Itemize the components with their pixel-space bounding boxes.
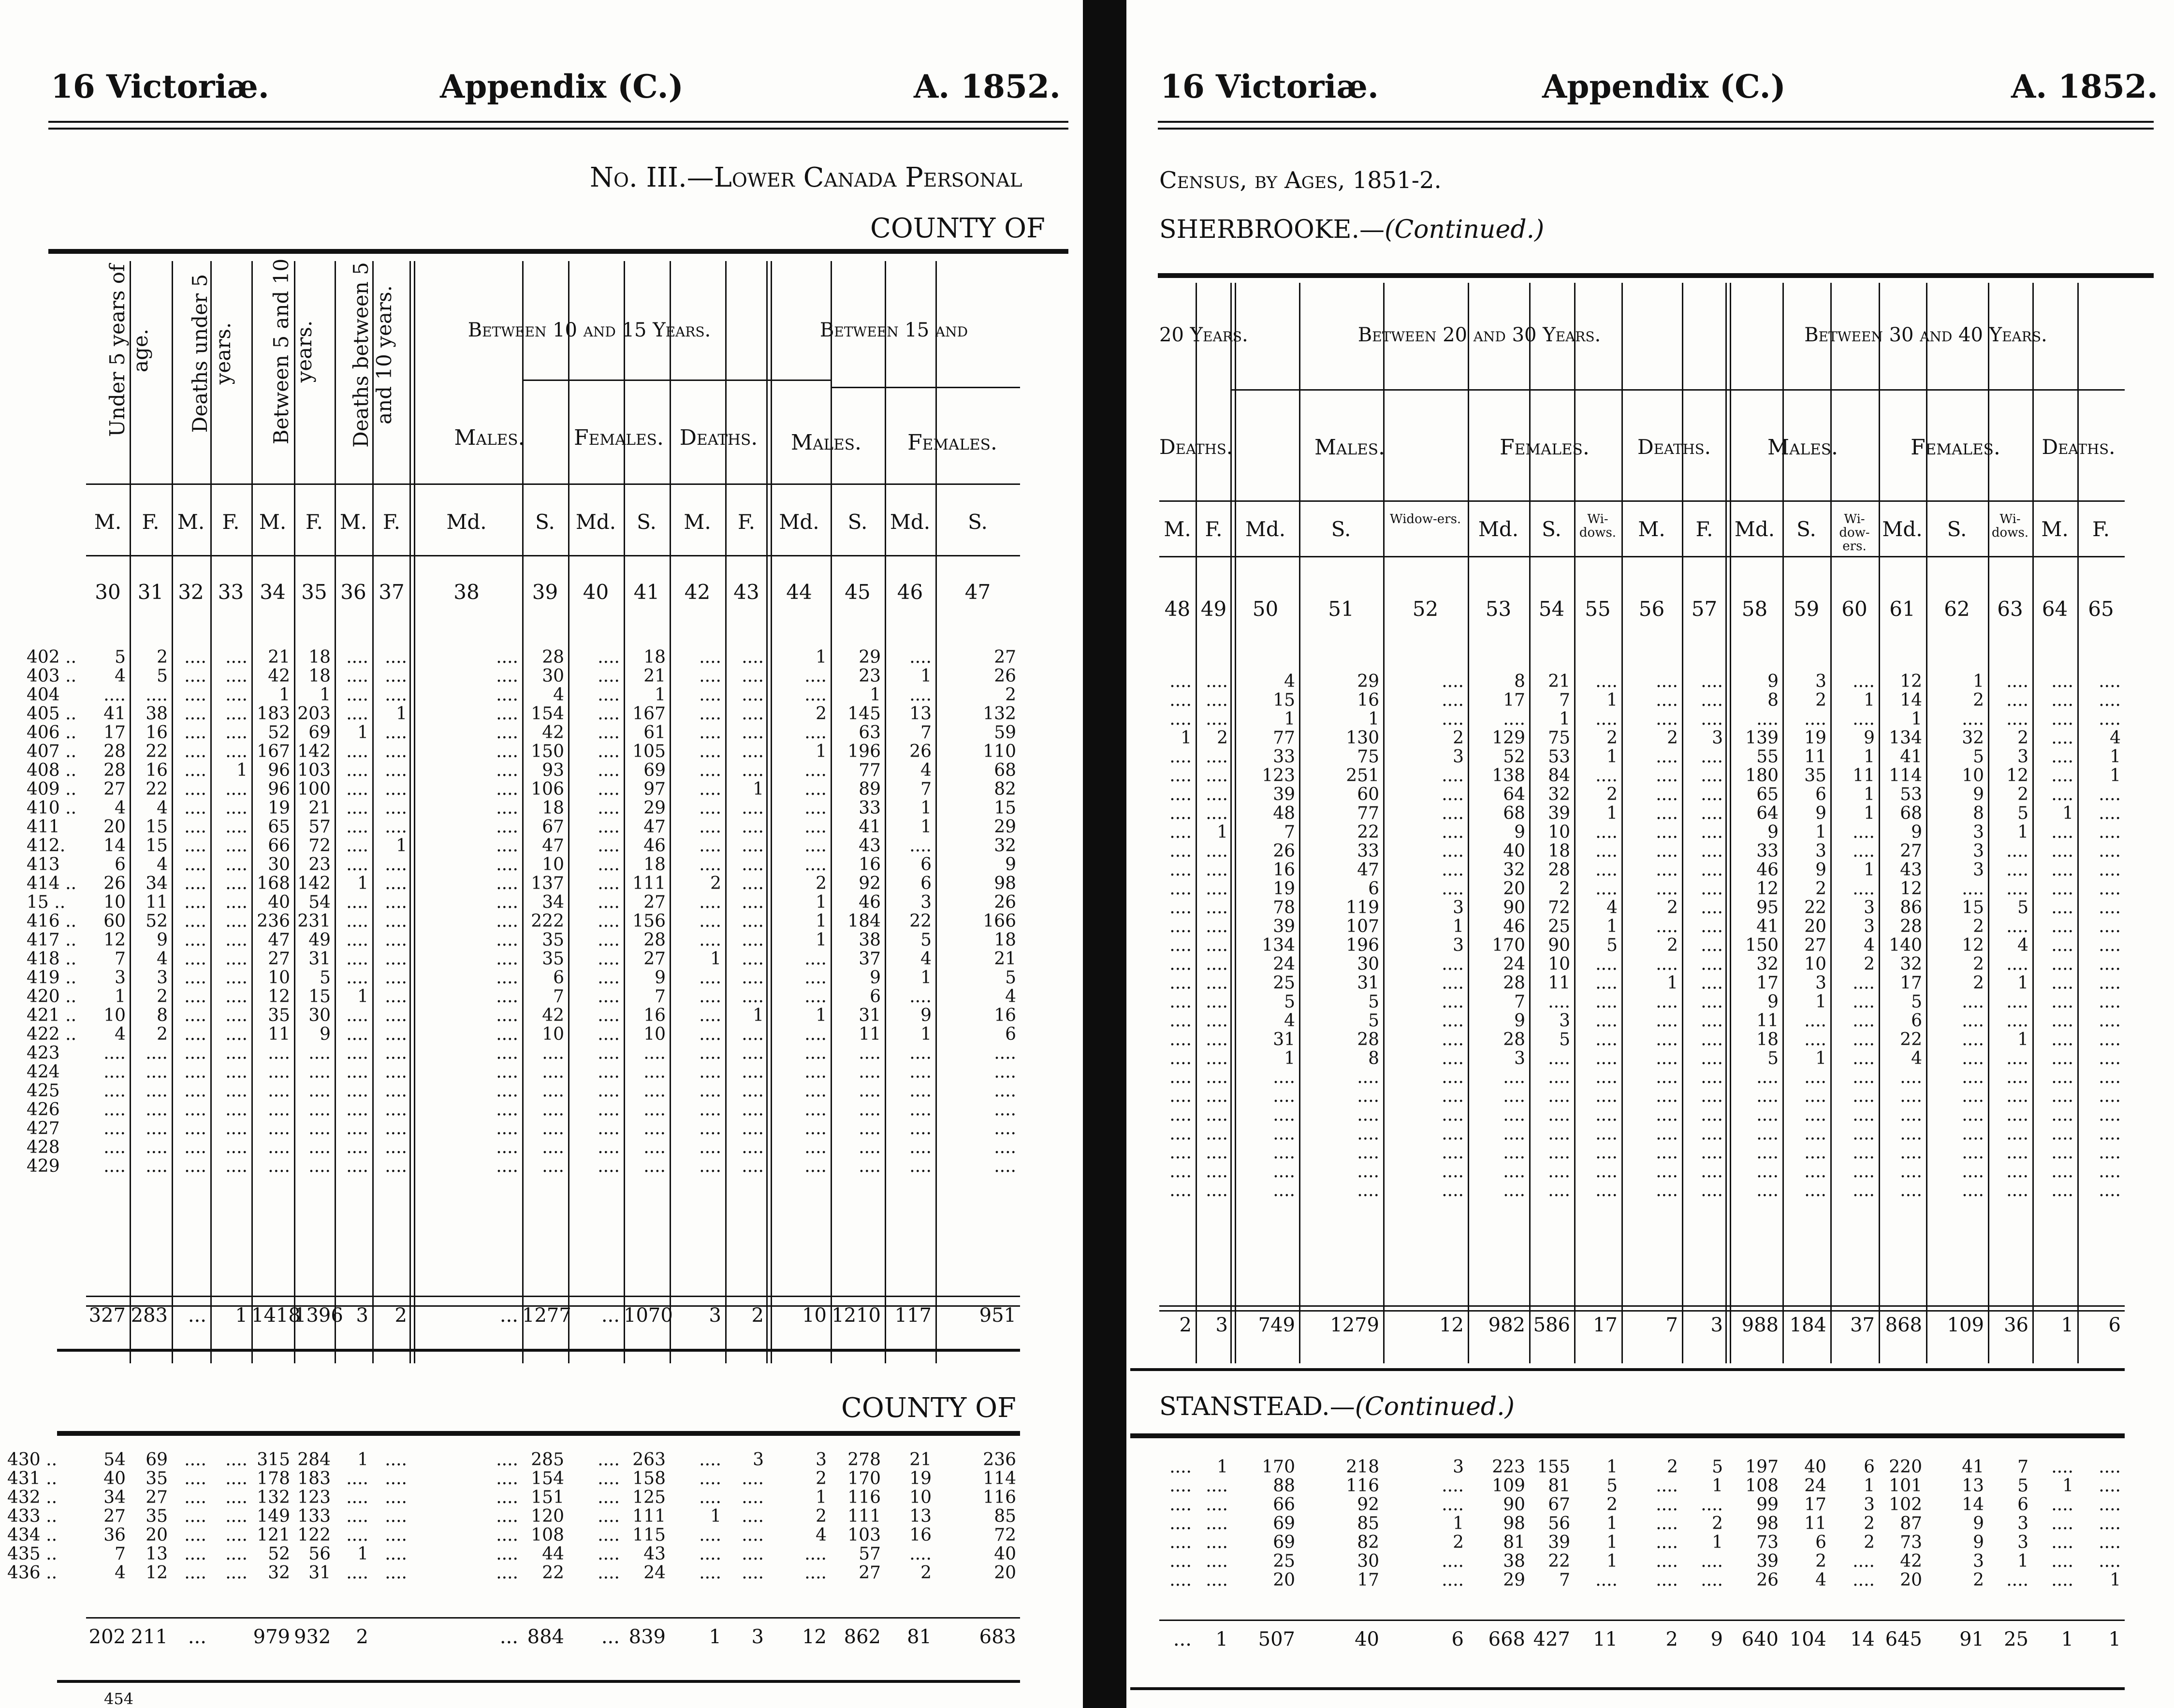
under5-header — [86, 261, 172, 479]
column-number: 47 — [964, 580, 991, 604]
section-end-rule — [57, 1680, 1020, 1683]
total-cell: 25 — [2004, 1628, 2028, 1650]
sherbrooke-name: SHERBROOKE.— — [1159, 215, 1385, 244]
total-cell: 10 — [802, 1304, 827, 1327]
column-number: 34 — [260, 580, 286, 604]
males-subheader-r2: Males. — [1767, 435, 1838, 460]
county-of-label-2: COUNTY OF — [841, 1392, 1016, 1424]
data-column: .... .... .... 3 .... .... .... .... .... .... .... .... .... .... .... .... .... .... .... .... .... .... .... .... .... .... .... .... — [1701, 672, 1723, 1200]
data-column: 1 2 .... 32 5 10 9 8 3 3 3 .... 15 2 12 2 2 .... .... .... .... .... .... .... .... .... .... .... — [1962, 672, 1984, 1200]
data-column: 41 13 14 9 9 3 2 — [1962, 1457, 1984, 1590]
total-cell: 1418 — [251, 1304, 301, 1327]
data-column: 285 154 151 120 108 44 22 — [531, 1450, 564, 1583]
column-label: Md. — [1882, 517, 1923, 541]
column-label: F. — [1205, 517, 1223, 541]
header-rule-line — [86, 555, 1020, 556]
females-subheader: Females. — [574, 425, 664, 450]
data-column: 3 .... .... .... .... .... .... — [742, 1450, 764, 1583]
data-column: 21 7 1 75 53 84 32 39 10 18 28 2 72 25 90 10 11 .... 3 5 .... .... .... .... .... .... .... .... — [1548, 672, 1570, 1200]
column-number: 53 — [1485, 597, 1512, 621]
data-column: .... .... .... .... .... .... 1 — [2099, 1457, 2121, 1590]
data-column: 197 108 99 98 73 39 26 — [1745, 1457, 1779, 1590]
data-column: 21 42 1 183 52 167 96 96 19 65 66 30 168 40 236 47 27 10 12 35 11 .... .... .... .... .... .... .... — [257, 647, 290, 1176]
data-column: .... .... .... .... .... .... .... — [496, 1450, 518, 1583]
total-cell: 17 — [1593, 1314, 1618, 1336]
males-subheader-b: Males. — [791, 430, 861, 455]
total-cell: 211 — [131, 1626, 168, 1648]
data-column: .... .... .... 2 3 .... .... .... .... .... .... .... 3 1 3 .... .... .... .... .... .... .... .... .... .... .... .... .... — [1442, 672, 1464, 1200]
column-label: M. — [1164, 517, 1191, 541]
header-left-year: A. 1852. — [914, 68, 1061, 105]
header-rule-line — [86, 483, 1020, 485]
between5-10-header — [251, 258, 335, 479]
column-label: S. — [847, 510, 868, 534]
data-column: .... .... .... 2 .... .... .... .... .... .... .... .... 2 .... 2 .... 1 .... .... .... .... .... .... .... .... .... .... .... — [1656, 672, 1678, 1200]
total-cell: 109 — [1947, 1314, 1984, 1336]
deaths5-10-header — [335, 261, 411, 479]
total-cell: 3 — [751, 1626, 764, 1648]
column-number: 39 — [532, 580, 558, 604]
total-cell: ... — [188, 1626, 206, 1648]
females-subheader-r2: Females. — [1911, 435, 2000, 460]
column-number: 43 — [733, 580, 759, 604]
females-subheader-b: Females. — [907, 430, 997, 455]
data-column: 170 88 66 69 69 25 20 — [1262, 1457, 1295, 1590]
data-column: .... 1 .... 13 7 26 4 7 1 1 .... 6 6 3 22 5 4 1 .... 9 1 .... .... .... .... .... .... .... — [909, 647, 932, 1176]
total-cell: 868 — [1885, 1314, 1922, 1336]
data-column: .... .... .... .... .... .... .... 1 .... .... .... .... .... .... .... .... .... .... .... .... .... .... .... .... .... .... .... .... — [2051, 672, 2073, 1200]
deaths-subheader-r3: Deaths. — [2042, 435, 2116, 459]
deaths-subheader-r1: Deaths. — [1159, 435, 1233, 459]
total-cell: 37 — [1850, 1314, 1875, 1336]
data-column: .... .... .... .... .... .... .... — [1169, 1457, 1192, 1590]
data-column: 2 5 .... 38 16 22 16 22 4 15 15 4 34 11 52 9 4 3 2 8 2 .... .... .... .... .... .... .... — [146, 647, 168, 1176]
data-column: 4 15 1 77 33 123 39 48 7 26 16 19 78 39 134 24 25 5 4 31 1 .... .... .... .... .... .... .... — [1262, 672, 1295, 1200]
column-number: 35 — [301, 580, 327, 604]
total-cell: 184 — [1789, 1314, 1826, 1336]
county-of-label: COUNTY OF — [870, 213, 1045, 244]
data-column: .... .... .... .... .... .... .... — [385, 1450, 407, 1583]
data-column: .... .... .... .... .... .... .... .... .... .... .... .... .... .... .... .... .... .... .... .... .... .... .... .... .... .... .... .... — [496, 647, 518, 1176]
header-rule-right — [1158, 121, 2154, 130]
data-column: .... .... .... 4 1 1 .... .... .... .... .... .... .... .... .... .... .... .... .... .... .... .... .... .... .... .... .... .... — [2099, 672, 2121, 1200]
header-right-year: A. 1852. — [2011, 68, 2158, 105]
total-cell: 884 — [527, 1626, 564, 1648]
total-cell: 1 — [2061, 1314, 2073, 1336]
column-label: S. — [535, 510, 555, 534]
column-number: 58 — [1741, 597, 1768, 621]
between30-40-header: Between 30 and 40 Years. — [1804, 324, 2047, 346]
row-numbers-stanstead_rows: 430 .. 431 .. 432 .. 433 .. 434 .. 435 .. 436 .. — [7, 1450, 58, 1583]
column-label: M. — [684, 510, 711, 534]
data-column: 21 19 10 13 16 .... 2 — [909, 1450, 932, 1583]
binding-gutter — [1083, 0, 1126, 1708]
data-column: 12 14 1 134 41 114 53 68 9 27 43 12 86 28 140 32 17 5 6 22 4 .... .... .... .... .... .... .... — [1889, 672, 1922, 1200]
header-left-appendix: Appendix (C.) — [440, 68, 684, 105]
header-rule-line — [1159, 500, 2125, 502]
total-cell: ... — [601, 1626, 620, 1648]
total-cell: 839 — [628, 1626, 666, 1648]
total-cell: 11 — [1593, 1628, 1618, 1650]
header-right-appendix: Appendix (C.) — [1542, 68, 1786, 105]
total-rule — [86, 1296, 1020, 1297]
table-top-rule-right — [1158, 273, 2154, 278]
total-cell: 2 — [751, 1304, 764, 1327]
column-label: M. — [339, 510, 367, 534]
total-cell: 9 — [1710, 1628, 1723, 1650]
header-right-session-text: 16 Victoriæ. — [1160, 68, 1379, 105]
data-column: .... 1 .... .... .... .... .... — [2051, 1457, 2073, 1590]
total-rule — [1159, 1620, 2125, 1621]
data-column: 9 8 .... 139 55 180 65 64 9 33 46 12 95 41 150 32 17 9 11 18 5 .... .... .... .... .... .... .... — [1745, 672, 1779, 1200]
total-cell: 1277 — [522, 1304, 571, 1327]
total-cell: 12 — [802, 1626, 827, 1648]
header-rule — [48, 121, 1068, 130]
males-subheader-r1: Males. — [1314, 435, 1385, 460]
column-label: Md. — [890, 510, 931, 534]
stanstead-heading — [1159, 1392, 1515, 1421]
section-end-rule — [1130, 1368, 2125, 1371]
column-number: 59 — [1793, 597, 1820, 621]
data-column: .... .... .... 2 .... .... .... .... 1 .... .... .... .... .... .... .... .... .... .... .... .... .... .... .... .... .... .... .... — [1206, 672, 1228, 1200]
total-cell: ... — [188, 1304, 206, 1327]
data-column: 1 .... .... .... .... 1 .... — [346, 1450, 368, 1583]
total-cell: 668 — [1488, 1628, 1525, 1650]
data-column: 54 40 34 27 36 7 4 — [103, 1450, 126, 1583]
column-number: 62 — [1944, 597, 1970, 621]
between5-10-header-text: Between 5 and 10 years. — [269, 258, 316, 445]
total-cell: 3 — [709, 1304, 721, 1327]
column-number: 46 — [897, 580, 923, 604]
column-label: M. — [94, 510, 122, 534]
data-column: .... 1 .... 2 1 .... 2 1 .... .... .... .... 4 1 5 .... .... .... .... .... .... .... .... .... .... .... .... .... — [1595, 672, 1618, 1200]
data-column: 1 .... .... .... .... .... .... — [1206, 1457, 1228, 1590]
column-label: Wi-dows. — [1991, 512, 2029, 540]
column-number: 31 — [137, 580, 164, 604]
column-label: S. — [1947, 517, 1967, 541]
column-number: 45 — [845, 580, 871, 604]
column-number: 63 — [1997, 597, 2023, 621]
total-cell: 14 — [1850, 1628, 1875, 1650]
data-column: 315 178 132 149 121 52 32 — [257, 1450, 290, 1583]
data-column: 3 .... .... 1 2 .... .... — [1442, 1457, 1464, 1590]
total-cell: 81 — [907, 1626, 932, 1648]
column-number: 61 — [1889, 597, 1915, 621]
total-cell: ... — [499, 1304, 518, 1327]
under5-header-text: Under 5 years of age. — [105, 263, 152, 437]
column-label: Md. — [1245, 517, 1286, 541]
data-column: 7 5 6 3 3 1 .... — [2006, 1457, 2028, 1590]
data-column: 69 35 27 35 20 13 12 — [146, 1450, 168, 1583]
column-number: 52 — [1412, 597, 1439, 621]
total-rule — [1159, 1305, 2125, 1307]
column-label: M. — [259, 510, 287, 534]
total-cell: 327 — [88, 1304, 126, 1327]
column-number: 36 — [340, 580, 366, 604]
deaths-subheader: Deaths. — [679, 425, 758, 450]
total-cell: 1 — [709, 1626, 721, 1648]
total-cell: 988 — [1741, 1314, 1779, 1336]
column-label: S. — [1542, 517, 1561, 541]
column-number: 49 — [1200, 597, 1227, 621]
column-number: 40 — [583, 580, 609, 604]
data-column: 155 81 67 56 39 22 7 — [1537, 1457, 1570, 1590]
total-cell: 2 — [394, 1304, 407, 1327]
data-column: .... .... .... .... .... .... .... — [598, 1450, 620, 1583]
column-number: 56 — [1638, 597, 1665, 621]
table-title-right: Census, by Ages, 1851-2. — [1159, 167, 1442, 194]
column-label: Md. — [1478, 517, 1519, 541]
data-column: .... .... .... 1 .... .... .... — [699, 1450, 721, 1583]
data-column: 5 1 .... 2 1 .... .... — [1701, 1457, 1723, 1590]
column-number: 37 — [379, 580, 405, 604]
right-page — [1126, 0, 2174, 1708]
column-number: 55 — [1585, 597, 1611, 621]
total-cell: 2 — [356, 1626, 368, 1648]
column-label: Wi-dow-ers. — [1839, 512, 1870, 554]
data-column: 1 .... .... 2 .... 1 .... .... .... .... .... .... 2 1 1 1 .... .... .... 1 .... .... .... .... .... .... .... .... — [804, 647, 827, 1176]
column-label: F. — [738, 510, 755, 534]
total-cell: 3 — [1215, 1314, 1228, 1336]
row-numbers-sherbrooke_rows: 402 .. 403 .. 404 405 .. 406 .. 407 .. 408 .. 409 .. 410 .. 411 412. 413 414 .. 15 .. 416 .. 417 .. 418 .. 419 .. 420 .. 421 .. 422 .. 423 424 425 426 427 428 429 — [27, 647, 77, 1176]
total-cell: 91 — [1959, 1628, 1984, 1650]
total-cell: 862 — [844, 1626, 881, 1648]
sherbrooke-continued: (Continued.) — [1385, 215, 1545, 244]
header-rule-line — [1159, 556, 2125, 557]
data-column: 3 2 1 2 4 .... .... — [804, 1450, 827, 1583]
total-cell: 1 — [1215, 1628, 1228, 1650]
data-column: 220 101 102 87 73 42 20 — [1889, 1457, 1922, 1590]
column-label: F. — [1695, 517, 1713, 541]
column-label: S. — [968, 510, 988, 534]
data-column: .... .... .... 2 3 12 2 5 1 .... .... .... 5 .... 4 .... 1 .... .... 1 .... .... .... .... .... .... .... .... — [2006, 672, 2028, 1200]
total-cell: 1210 — [832, 1304, 881, 1327]
header-rule-line — [1232, 389, 2125, 391]
data-column: .... .... .... .... .... .... .... .... .... .... .... .... .... .... .... .... .... .... .... .... .... .... .... .... .... .... .... .... — [598, 647, 620, 1176]
stanstead-continued: (Continued.) — [1355, 1392, 1515, 1421]
data-column: 223 109 90 98 81 38 29 — [1492, 1457, 1525, 1590]
total-cell: 283 — [131, 1304, 168, 1327]
header-rule-line — [831, 387, 1020, 388]
column-number: 38 — [453, 580, 480, 604]
total-cell: 36 — [2004, 1314, 2028, 1336]
column-label: Widow-ers. — [1389, 512, 1461, 526]
data-column: .... .... .... .... .... .... .... — [184, 1450, 206, 1583]
total-cell: ... — [601, 1304, 620, 1327]
column-label: F. — [383, 510, 400, 534]
data-column: 5 4 .... 41 17 28 28 27 4 20 14 6 26 10 60 12 7 3 1 10 4 .... .... .... .... .... .... .... — [103, 647, 126, 1176]
total-cell: 1 — [2061, 1628, 2073, 1650]
column-number: 41 — [633, 580, 660, 604]
total-cell: 749 — [1258, 1314, 1295, 1336]
deaths5-10-header-text: Deaths between 5 and 10 years. — [349, 262, 396, 448]
header-left-session: 16 Victoriæ. — [51, 68, 269, 105]
data-column: .... .... .... .... .... .... 1 .... .... .... .... .... .... .... .... .... .... .... .... .... .... .... .... .... .... .... .... .... — [225, 647, 248, 1176]
total-cell: 982 — [1488, 1314, 1525, 1336]
data-column: 2 .... .... .... .... .... .... — [1656, 1457, 1678, 1590]
data-column: .... .... .... .... .... .... .... 1 .... .... .... .... .... .... .... .... .... .... .... 1 .... .... .... .... .... .... .... .... — [742, 647, 764, 1176]
column-number: 65 — [2088, 597, 2114, 621]
total-rule — [86, 1617, 1020, 1619]
column-number: 44 — [786, 580, 812, 604]
data-column: 28 30 4 154 42 150 93 106 18 67 47 10 137 34 222 35 35 6 7 42 10 .... .... .... .... .... .... .... — [531, 647, 564, 1176]
total-cell: 683 — [979, 1626, 1016, 1648]
data-column: 29 23 1 145 63 196 77 89 33 41 43 16 92 46 184 38 37 9 6 31 11 .... .... .... .... .... .... .... — [847, 647, 881, 1176]
total-cell: 7 — [1665, 1314, 1678, 1336]
total-cell: 117 — [894, 1304, 932, 1327]
females-subheader-r1: Females. — [1500, 435, 1590, 460]
total-cell: 640 — [1741, 1628, 1779, 1650]
column-number: 57 — [1691, 597, 1718, 621]
males-subheader: Males. — [454, 425, 525, 450]
column-label: S. — [1331, 517, 1351, 541]
data-column: 40 24 17 11 6 2 4 — [1804, 1457, 1826, 1590]
total-cell: 1279 — [1330, 1314, 1379, 1336]
column-number: 42 — [684, 580, 711, 604]
deaths-under5-header-text: Deaths under 5 years. — [188, 274, 235, 433]
column-number: 64 — [2042, 597, 2068, 621]
column-number: 51 — [1328, 597, 1354, 621]
total-cell: 104 — [1789, 1628, 1826, 1650]
data-column: .... .... .... .... .... .... .... .... .... .... .... .... 2 .... .... .... 1 .... .... .... .... .... .... .... .... .... .... .... — [699, 647, 721, 1176]
data-column: 27 26 2 132 59 110 68 82 15 29 32 9 98 26 166 18 21 5 4 16 6 .... .... .... .... .... .... .... — [983, 647, 1016, 1176]
column-label: M. — [2041, 517, 2069, 541]
column-label: F. — [222, 510, 240, 534]
data-column: 236 114 116 85 72 40 20 — [983, 1450, 1016, 1583]
header-rule-line — [1159, 1310, 2125, 1312]
total-cell: 427 — [1533, 1628, 1570, 1650]
data-column: 284 183 123 133 122 56 31 — [297, 1450, 331, 1583]
stanstead-name: STANSTEAD.— — [1159, 1392, 1355, 1421]
data-column: 29 16 1 130 75 251 60 77 22 33 47 6 119 107 196 30 31 5 5 28 8 .... .... .... .... .... .... .... — [1346, 672, 1379, 1200]
data-column: 6 1 3 2 2 .... .... — [1853, 1457, 1875, 1590]
column-label: S. — [637, 510, 657, 534]
column-number: 32 — [178, 580, 204, 604]
data-column: .... .... .... .... .... .... .... — [225, 1450, 248, 1583]
twenty-years-header: 20 Years. — [1159, 324, 1248, 346]
page-number: 454 — [104, 1690, 134, 1708]
column-label: Md. — [1734, 517, 1775, 541]
column-number: 54 — [1538, 597, 1565, 621]
total-cell: 6 — [1451, 1628, 1464, 1650]
total-cell: 1396 — [294, 1304, 343, 1327]
section-top-rule — [57, 1431, 1020, 1436]
sherbrooke-heading — [1159, 215, 1544, 244]
section-end-rule — [1130, 1687, 2125, 1690]
left-page — [0, 0, 1083, 1708]
between20-30-header: Between 20 and 30 Years. — [1357, 324, 1601, 346]
data-column: 18 21 1 167 61 105 69 97 29 47 46 18 111 27 156 28 27 9 7 16 10 .... .... .... .... .... .... .... — [632, 647, 666, 1176]
total-cell: 645 — [1885, 1628, 1922, 1650]
column-label: F. — [142, 510, 160, 534]
header-rule-line — [522, 380, 831, 381]
table-title-left: No. III.—Lower Canada Personal — [590, 162, 1022, 193]
between10-15-header: Between 10 and 15 Years. — [467, 319, 711, 341]
total-cell: 932 — [294, 1626, 331, 1648]
column-label: S. — [1796, 517, 1816, 541]
data-column: .... .... .... .... 1 .... .... .... .... .... .... .... 1 .... .... .... .... .... 1 .... .... .... .... .... .... .... .... .... — [346, 647, 368, 1176]
data-column: 1 5 2 1 1 1 .... — [1595, 1457, 1618, 1590]
total-cell: 40 — [1355, 1628, 1379, 1650]
column-label: Md. — [575, 510, 616, 534]
data-column: 218 116 92 85 82 30 17 — [1346, 1457, 1379, 1590]
column-label: M. — [177, 510, 205, 534]
total-cell: 2 — [1179, 1314, 1192, 1336]
column-number: 33 — [218, 580, 244, 604]
column-label: F. — [2092, 517, 2110, 541]
data-column: .... .... .... .... .... .... .... .... .... .... .... .... .... .... .... .... .... .... .... .... .... .... .... .... .... .... .... .... — [184, 647, 206, 1176]
column-number: 48 — [1164, 597, 1191, 621]
total-cell: 1070 — [624, 1304, 673, 1327]
data-column: .... .... .... 1 .... .... .... .... .... .... .... .... .... .... .... .... .... .... .... .... .... .... .... .... .... .... .... .... — [1169, 672, 1192, 1200]
column-number: 60 — [1841, 597, 1868, 621]
data-column: 278 170 116 111 103 57 27 — [847, 1450, 881, 1583]
total-cell: 1 — [235, 1304, 248, 1327]
column-label: Md. — [779, 510, 819, 534]
data-column: 263 158 125 111 115 43 24 — [632, 1450, 666, 1583]
total-cell: 202 — [88, 1626, 126, 1648]
total-cell: 507 — [1258, 1628, 1295, 1650]
total-cell: 1 — [2108, 1628, 2121, 1650]
data-column: .... 1 .... 9 1 11 1 1 .... .... 1 .... 3 3 4 2 .... .... .... .... .... .... .... .... .... .... .... .... — [1853, 672, 1875, 1200]
column-number: 30 — [95, 580, 121, 604]
deaths-under5-header — [172, 261, 251, 479]
total-cell: ... — [499, 1626, 518, 1648]
total-cell: ... — [1173, 1628, 1192, 1650]
total-cell: 6 — [2108, 1314, 2121, 1336]
deaths-subheader-r2: Deaths. — [1637, 435, 1711, 459]
between15-header: Between 15 and — [819, 319, 968, 341]
section-end-rule — [57, 1349, 1020, 1352]
data-column: .... .... .... 1 .... .... .... .... .... .... 1 .... .... .... .... .... .... .... .... .... .... .... .... .... .... .... .... .... — [385, 647, 407, 1176]
total-cell: 979 — [253, 1626, 290, 1648]
column-label: F. — [306, 510, 323, 534]
data-column: 8 17 .... 129 52 138 64 68 9 40 32 20 90 46 170 24 28 7 9 28 3 .... .... .... .... .... .... .... — [1492, 672, 1525, 1200]
total-cell: 586 — [1533, 1314, 1570, 1336]
total-cell: 951 — [979, 1304, 1016, 1327]
total-cell: 3 — [1710, 1314, 1723, 1336]
data-column: 18 18 1 203 69 142 103 100 21 57 72 23 142 54 231 49 31 5 15 30 9 .... .... .... .... .... .... .... — [297, 647, 331, 1176]
data-column: 3 2 .... 19 11 35 6 9 1 3 9 2 22 20 27 10 3 1 .... .... 1 .... .... .... .... .... .... .... — [1804, 672, 1826, 1200]
total-cell: 12 — [1439, 1314, 1464, 1336]
column-label: Wi-dows. — [1579, 512, 1617, 540]
total-cell: 3 — [356, 1304, 368, 1327]
column-number: 50 — [1252, 597, 1279, 621]
total-cell: 2 — [1665, 1628, 1678, 1650]
column-label: Md. — [446, 510, 487, 534]
section-top-rule — [1130, 1433, 2125, 1438]
column-label: M. — [1638, 517, 1665, 541]
